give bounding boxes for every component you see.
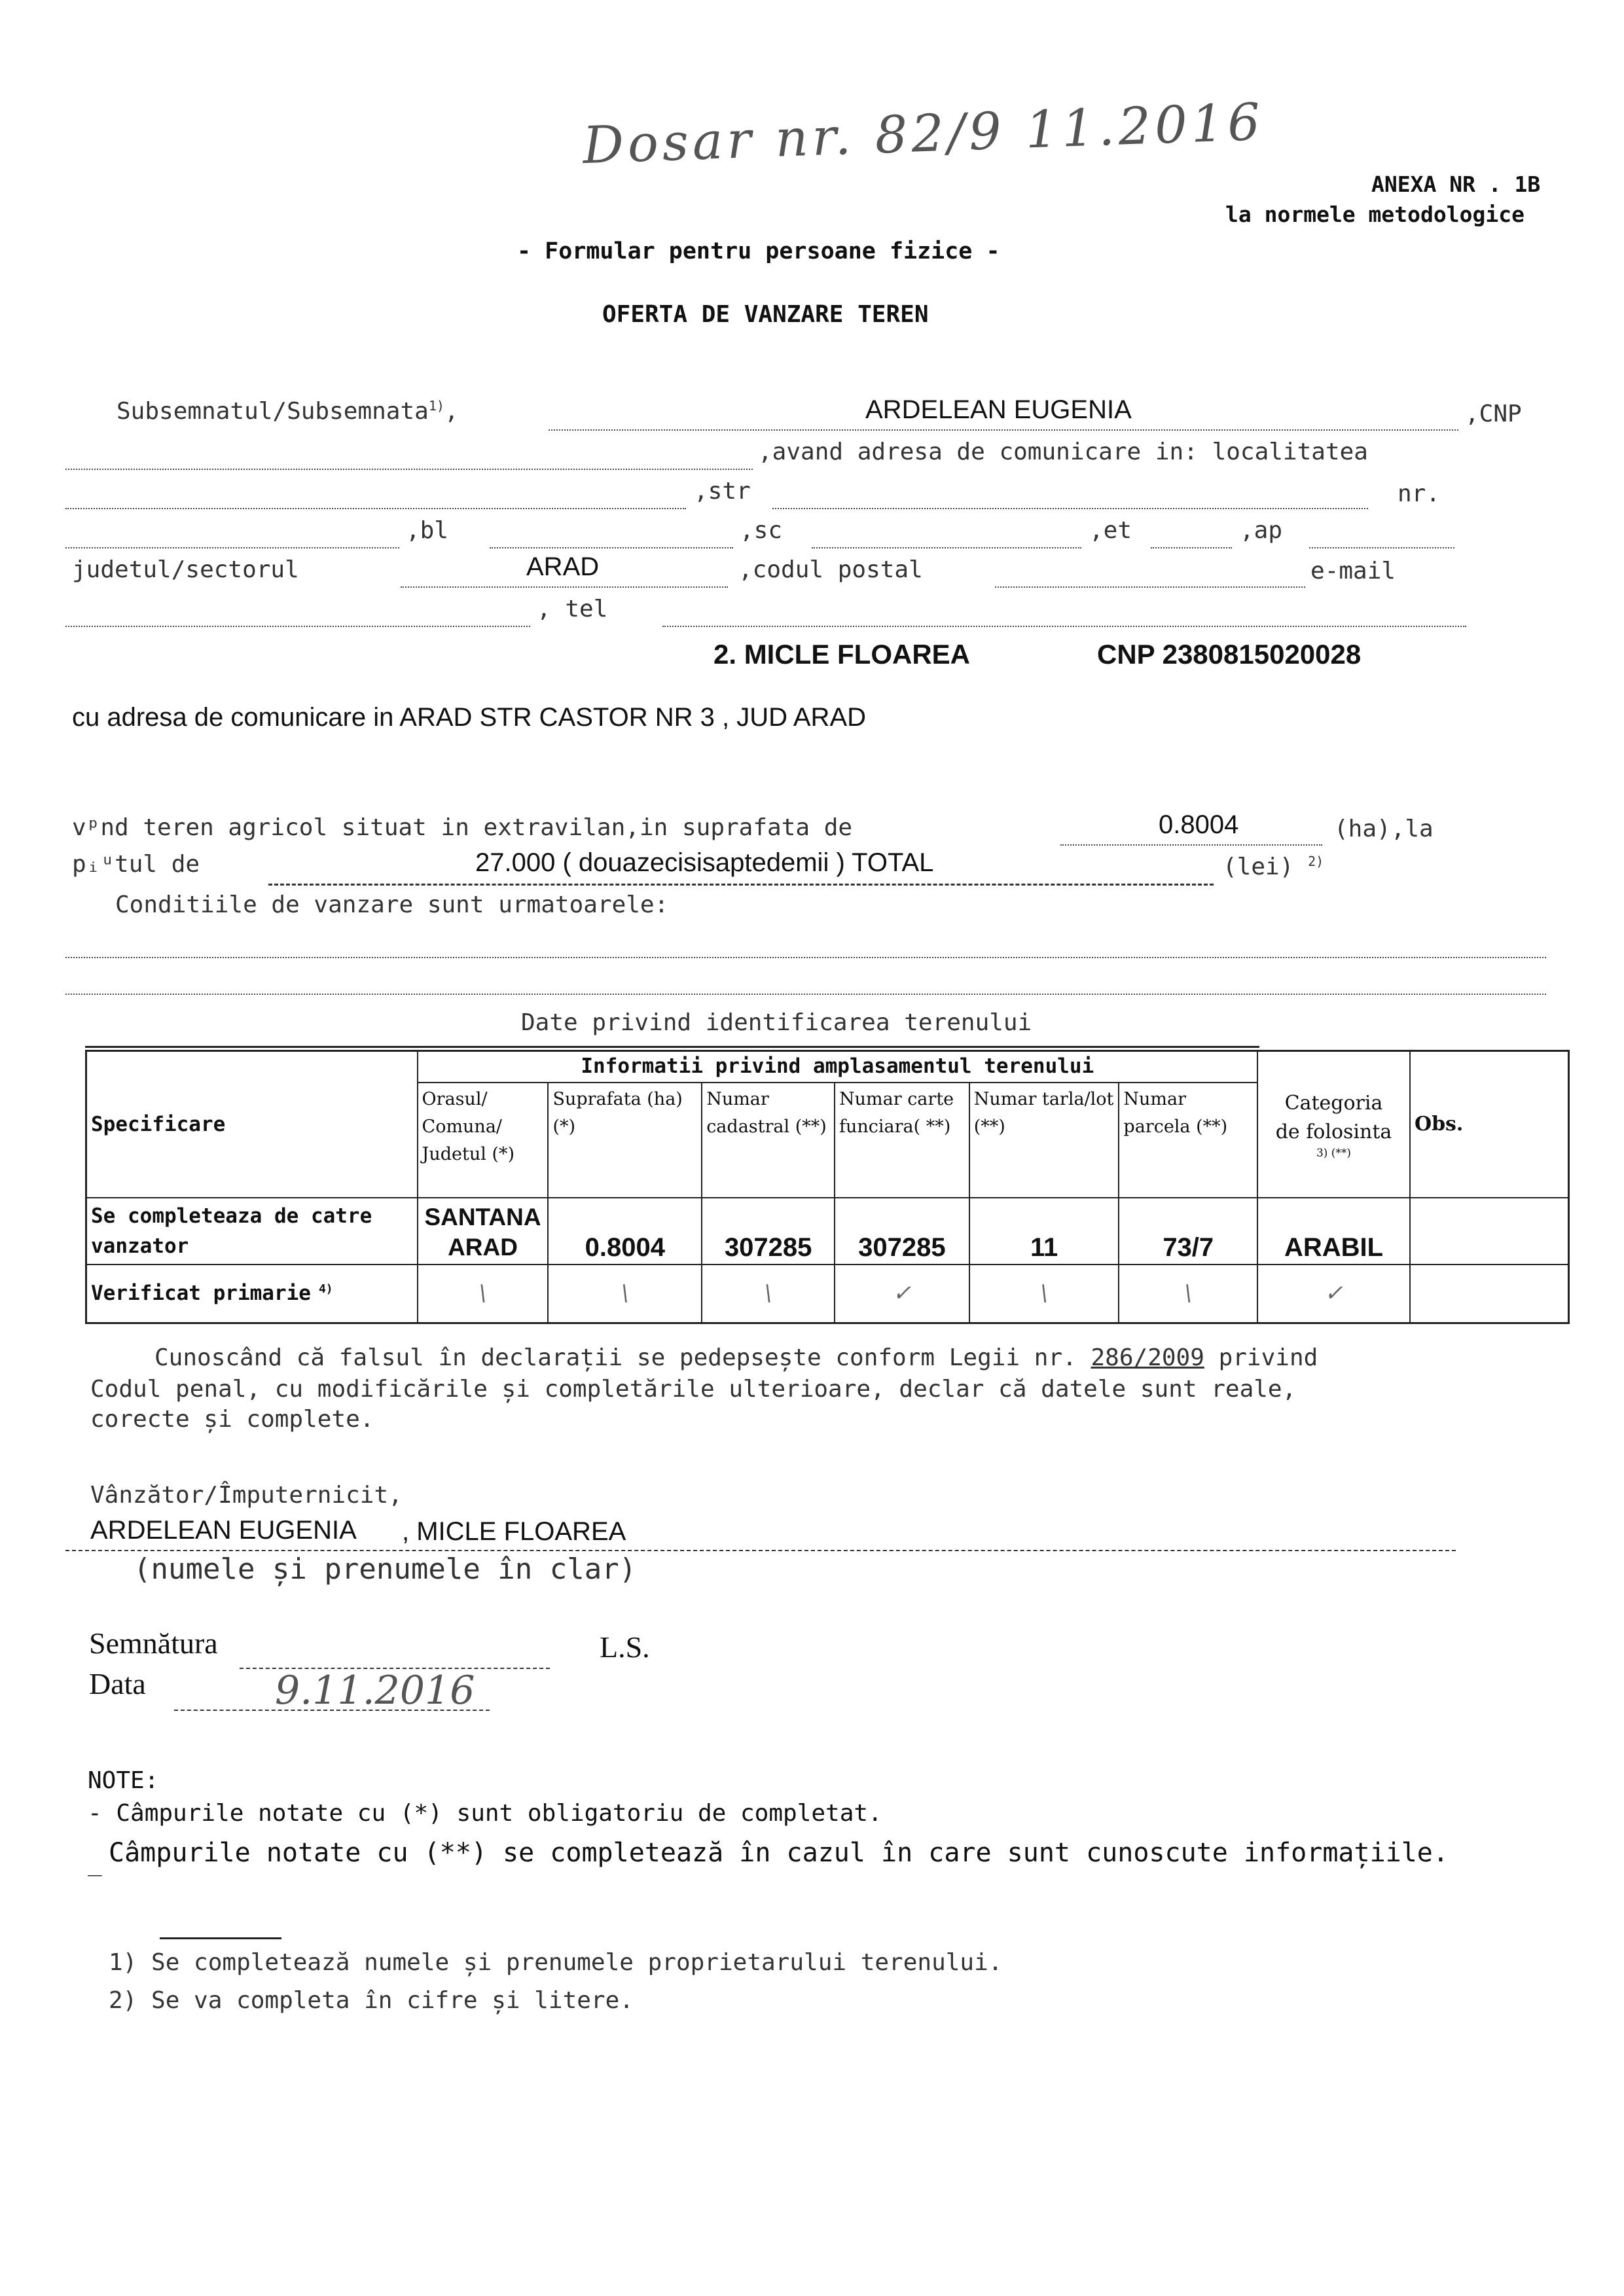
number-line (65, 547, 399, 548)
ls-label: L.S. (600, 1630, 650, 1664)
col-locality: Orasul/ Comuna/ Judetul (*) (418, 1083, 549, 1198)
conditions-label: Conditiile de vanzare sunt urmatoarele: (115, 891, 669, 918)
law-number: 286/2009 (1091, 1344, 1204, 1371)
email-label: e-mail (1310, 558, 1396, 584)
check-locality: \ (418, 1265, 549, 1323)
cell-tarla-lot: 11 (969, 1198, 1119, 1265)
note-line-1: - Câmpurile notate cu (*) sunt obligatoriu de completat. (88, 1800, 882, 1827)
table-row-seller (86, 1198, 1569, 1265)
col-cadastral: Numar cadastral (**) (702, 1083, 835, 1198)
signatory-line (65, 1550, 1456, 1551)
declaration-text-1a: Cunoscând că falsul în declarații se pedepsește conform Legii nr. (154, 1344, 1077, 1371)
cell-obs (1410, 1198, 1569, 1265)
block-label: ,bl (406, 517, 449, 544)
table-row-verified (86, 1265, 1569, 1323)
annex-subtitle: la normele metodologice (1225, 202, 1525, 227)
col-area: Suprafata (ha) (*) (548, 1083, 702, 1198)
row-verified-text: Verificat primarie (91, 1282, 311, 1306)
col-tarla-lot: Numar tarla/lot (**) (969, 1083, 1119, 1198)
check-land-book: ✓ (835, 1265, 969, 1323)
check-parcel: \ (1119, 1265, 1257, 1323)
declaration-line-3: corecte și complete. (90, 1406, 374, 1433)
declaration-line-1 (154, 1344, 1318, 1371)
area-unit: (ha),la (1334, 816, 1434, 842)
area-value: 0.8004 (1159, 810, 1239, 839)
seller-label-text: Subsemnatul/Subsemnata (117, 398, 429, 425)
seller-label: Subsemnatul/Subsemnata$^{1)}$, (117, 398, 459, 425)
street-label: ,str (694, 478, 751, 505)
note-dash: _ (88, 1850, 102, 1876)
tel-label: , tel (537, 596, 608, 622)
table-caption: Date privind identificarea terenului (521, 1009, 1032, 1036)
postal-label: ,codul postal (738, 556, 923, 583)
date-value: 9.11.2016 (275, 1668, 475, 1713)
form-type: - Formular pentru persoane fizice - (517, 238, 1000, 264)
floor-line (1151, 547, 1232, 548)
signatory-name-2: , MICLE FLOAREA (402, 1517, 626, 1546)
price-unit-text: (lei) (1223, 853, 1294, 880)
second-owner-cnp: CNP 2380815020028 (1097, 639, 1362, 670)
date-label: Data (89, 1667, 146, 1700)
county-value: ARAD (526, 552, 600, 581)
signatory-hint: (numele și prenumele în clar) (134, 1552, 637, 1586)
cell-cadastral: 307285 (702, 1198, 835, 1265)
county-line (401, 586, 728, 588)
declaration-text-1b: privind (1218, 1344, 1318, 1371)
table-top-rule (85, 1046, 1259, 1048)
second-owner-name: 2. MICLE FLOAREA (713, 639, 971, 670)
row-verified-label (86, 1265, 418, 1323)
cell-land-book: 307285 (835, 1198, 969, 1265)
price-label: pᵢᵘtul de (72, 851, 200, 878)
postal-line (995, 586, 1305, 588)
street-line (772, 508, 1368, 509)
declaration-line-2: Codul penal, cu modificările și completările ulterioare, declar că datele sunt reale, (90, 1376, 1297, 1403)
price-unit-sup: 2) (1308, 853, 1324, 869)
col-parcel: Numar parcela (**) (1119, 1083, 1257, 1198)
cell-parcel: 73/7 (1119, 1198, 1257, 1265)
row-seller-label: Se completeaza de catre vanzator (86, 1198, 418, 1265)
cnp-label: ,CNP (1465, 401, 1522, 427)
cell-locality: SANTANA ARAD (418, 1198, 549, 1265)
page-title: OFERTA DE VANZARE TEREN (602, 301, 929, 328)
county-label: judetul/sectorul (72, 556, 299, 583)
price-line (268, 884, 1214, 886)
price-unit (1223, 853, 1324, 880)
location-group-header: Informatii privind amplasamentul terenului (418, 1051, 1258, 1083)
email-line (65, 626, 530, 627)
handwritten-file-reference: Dosar nr. 82/9 11.2016 (581, 92, 1265, 176)
seller-name: ARDELEAN EUGENIA (865, 395, 1132, 424)
floor-label: ,et (1089, 517, 1132, 544)
staircase-label: ,sc (740, 517, 783, 544)
check-area: \ (548, 1265, 702, 1323)
footnote-separator (160, 1937, 281, 1939)
category-header-text: Categoria de folosinta (1275, 1091, 1392, 1143)
category-header (1257, 1051, 1410, 1198)
check-category: ✓ (1257, 1265, 1410, 1323)
cnp-line (65, 469, 753, 470)
address-label: ,avand adresa de comunicare in: localitatea (758, 439, 1368, 465)
note-line-2: Câmpurile notate cu (**) se completează în cazul în care sunt cunoscute informațiile. (109, 1838, 1449, 1868)
check-cadastral: \ (702, 1265, 835, 1323)
row-verified-sup: 4) (318, 1282, 333, 1296)
annex-number: ANEXA NR . 1B (1371, 171, 1541, 197)
category-header-sup: 3) (**) (1316, 1146, 1352, 1160)
col-land-book: Numar carte funciara( **) (835, 1083, 969, 1198)
tel-line (662, 626, 1466, 627)
cell-category: ARABIL (1257, 1198, 1410, 1265)
apartment-line (1309, 547, 1454, 548)
seller-name-line (549, 429, 1458, 431)
number-label: nr. (1398, 480, 1441, 507)
check-obs (1410, 1265, 1569, 1323)
block-line (490, 547, 733, 548)
cell-area: 0.8004 (548, 1198, 702, 1265)
sale-description: vᵖnd teren agricol situat in extravilan,in suprafata de (72, 814, 853, 841)
footnote-1: 1) Se completează numele și prenumele proprietarului terenului. (109, 1949, 1003, 1976)
price-value: 27.000 ( douazecisisaptedemii ) TOTAL (475, 848, 934, 877)
signature-label: Semnătura (89, 1626, 218, 1660)
second-owner-address: cu adresa de comunicare in ARAD STR CASTOR NR 3 , JUD ARAD (72, 703, 867, 732)
footnote-2: 2) Se va completa în cifre și litere. (109, 1987, 634, 2014)
check-tarla-lot: \ (969, 1265, 1119, 1323)
spec-header: Specificare (86, 1051, 418, 1198)
locality-line (65, 508, 686, 509)
conditions-line-2 (65, 994, 1546, 995)
apartment-label: ,ap (1240, 517, 1283, 544)
signatory-label: Vânzător/Împuternicit, (90, 1482, 403, 1509)
land-identification-table (85, 1050, 1570, 1324)
notes-title: NOTE: (88, 1767, 159, 1794)
obs-header: Obs. (1410, 1051, 1569, 1198)
area-line (1060, 844, 1322, 846)
staircase-line (812, 547, 1081, 548)
signatory-name-1: ARDELEAN EUGENIA (90, 1516, 357, 1545)
conditions-line-1 (65, 957, 1546, 958)
seller-label-sup: 1) (428, 398, 444, 414)
